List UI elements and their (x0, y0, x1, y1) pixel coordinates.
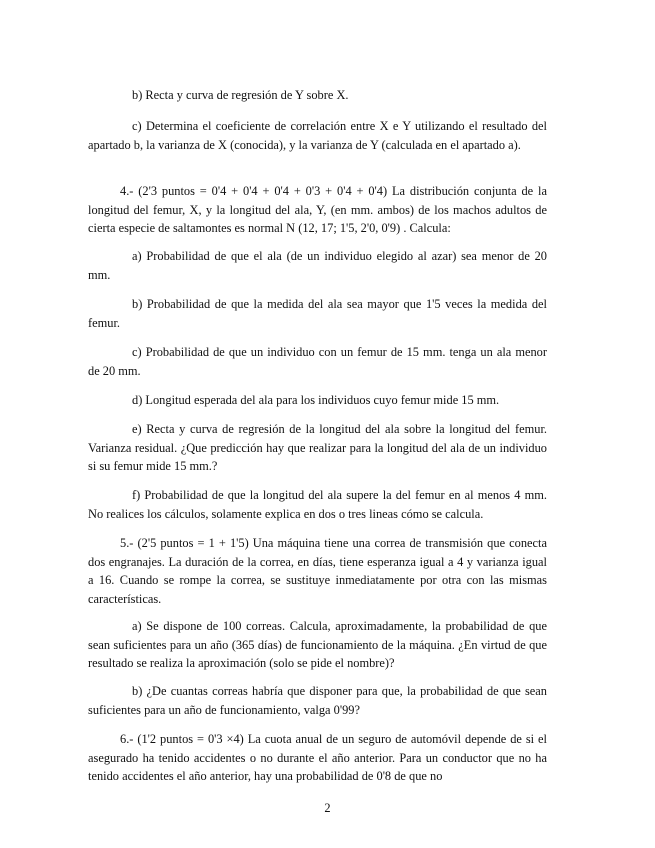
paragraph-4d: d) Longitud esperada del ala para los individuos cuyo femur mide 15 mm. (132, 393, 500, 407)
paragraph-problem-4: 4.- (2'3 puntos = 0'4 + 0'4 + 0'4 + 0'3 + 0'4 + 0'4) La distribución conjunta de la longitud del femur, X, y la longitud del ala, Y, (en mm. ambos) de los machos adultos de cierta especie de saltamontes es normal N (12, 17; 1'5, 2'0, 0'9) . Calcula: (88, 184, 547, 235)
paragraph-4c: c) Probabilidad de que un individuo con un femur de 15 mm. tenga un ala menor de 20 mm. (88, 345, 547, 378)
paragraph-3c: c) Determina el coeficiente de correlación entre X e Y utilizando el resultado del apartado b, la varianza de X (conocida), y la varianza de Y (calculada en el apartado a). (88, 119, 547, 152)
paragraph-5a: a) Se dispone de 100 correas. Calcula, aproximadamente, la probabilidad de que sean suficientes para un año (365 días) de funcionamiento de la máquina. ¿En virtud de que resultado se realiza la aproximación (solo se pide el nombre)? (88, 619, 547, 670)
paragraph-3b: b) Recta y curva de regresión de Y sobre X. (132, 88, 349, 102)
paragraph-problem-5: 5.- (2'5 puntos = 1 + 1'5) Una máquina tiene una correa de transmisión que conecta dos engranajes. La duración de la correa, en días, tiene esperanza igual a 4 y varianza igual a 16. Cuando se rompe la correa, se sustituye inmediatamente por otra con las mismas características. (88, 536, 547, 606)
paragraph-4e: e) Recta y curva de regresión de la longitud del ala sobre la longitud del femur. Varianza residual. ¿Que predicción hay que realizar para la longitud del ala de un individuo si su femur mide 15 mm.? (88, 422, 547, 473)
page-number: 2 (324, 801, 331, 815)
paragraph-5b: b) ¿De cuantas correas habría que disponer para que, la probabilidad de que sean suficientes para un año de funcionamiento, valga 0'99? (88, 684, 547, 717)
paragraph-problem-6: 6.- (1'2 puntos = 0'3 ×4) La cuota anual de un seguro de automóvil depende de si el asegurado ha tenido accidentes o no durante el año anterior. Para un conductor que no ha tenido accidentes el año anterior, hay una probabilidad de 0'8 de que no (88, 732, 547, 783)
paragraph-4f: f) Probabilidad de que la longitud del ala supere la del femur en al menos 4 mm. No realices los cálculos, solamente explica en dos o tres lineas cómo se calcula. (88, 488, 547, 521)
paragraph-4b: b) Probabilidad de que la medida del ala sea mayor que 1'5 veces la medida del femur. (88, 297, 547, 330)
paragraph-4a: a) Probabilidad de que el ala (de un individuo elegido al azar) sea menor de 20 mm. (88, 249, 547, 282)
